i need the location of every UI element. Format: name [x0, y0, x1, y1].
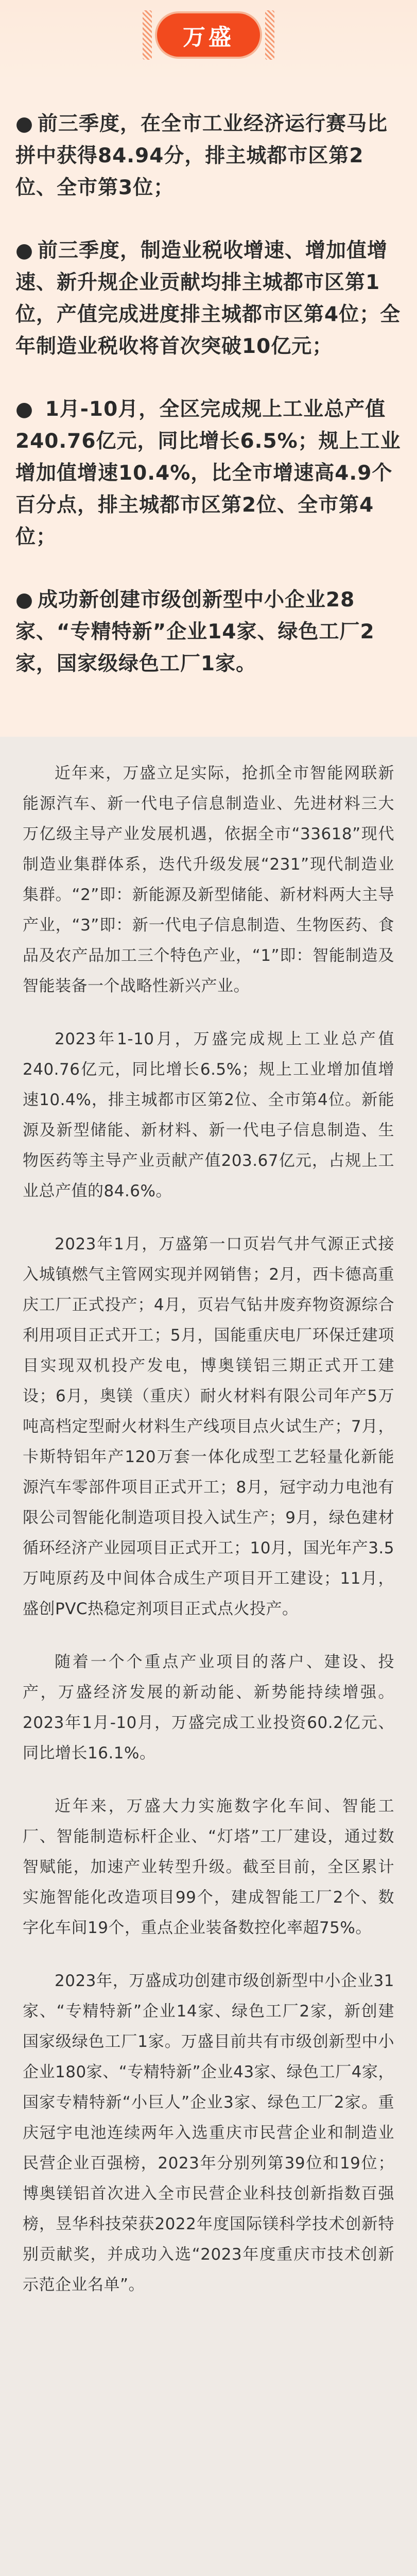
highlight-item	[15, 235, 402, 363]
title-badge	[157, 13, 260, 57]
highlight-box	[0, 77, 417, 737]
body-paragraph: 2023年1月，万盛第一口页岩气井气源正式接入城镇燃气主管网实现并网销售；2月，西卡德高重庆工厂正式投产；4月，页岩气钻井废弃物资源综合利用项目正式开工；5月，国能重庆电厂环保迁建项目实现双机投产发电，博奥镁铝三期正式开工建设；6月，奥镁（重庆）耐火材料有限公司年产5万吨高档定型耐火材料生产线项目点火试生产；7月，卡斯特铝年产120万套一体化成型工艺轻量化新能源汽车零部件项目正式开工；8月，冠宇动力电池有限公司智能化制造项目投入试生产；9月，绿色建材循环经济产业园项目正式开工；10月，国光年产3.5万吨原药及中间体合成生产项目开工建设；11月，盛创PVC热稳定剂项目正式点火投产。	[23, 1235, 394, 1618]
page-title: 万盛	[183, 24, 234, 50]
body-paragraph: 2023年，万盛成功创建市级创新型中小企业31家、“专精特新”企业14家、绿色工厂2家，新创建国家级绿色工厂1家。万盛目前共有市级创新型中小企业180家、“专精特新”企业43家、绿色工厂4家，国家专精特新“小巨人”企业3家、绿色工厂2家。重庆冠宇电池连续两年入选重庆市民营企业和制造业民营企业百强榜，2023年分别列第39位和19位；博奥镁铝首次进入全市民营企业科技创新指数百强榜，昱华科技荣获2022年度国际镁科学技术创新特别贡献奖，并成功入选“2023年度重庆市技术创新示范企业名单”。	[23, 1972, 394, 2294]
highlight-text: 成功新创建市级创新型中小企业28家、“专精特新”企业14家、绿色工厂2家，国家级绿色工厂1家。	[15, 588, 375, 675]
bullet-dot-icon: ●	[15, 588, 34, 612]
body-paragraph: 2023年1-10月，万盛完成规上工业总产值240.76亿元，同比增长6.5%；规上工业增加值增速10.4%，排主城都市区第2位、全市第4位。新能源及新型储能、新材料、新一代电子信息制造、生物医药等主导产业贡献产值203.67亿元，占规上工业总产值的84.6%。	[23, 1030, 394, 1200]
bullet-dot-icon: ●	[15, 239, 34, 262]
body-paragraph: 近年来，万盛立足实际，抢抓全市智能网联新能源汽车、新一代电子信息制造业、先进材料三大万亿级主导产业发展机遇，依据全市“33618”现代制造业集群体系，迭代升级发展“231”现代制造业集群。“2”即：新能源及新型储能、新材料两大主导产业，“3”即：新一代电子信息制造、生物医药、食品及农产品加工三个特色产业，“1”即：智能制造及智能装备一个战略性新兴产业。	[23, 764, 394, 995]
title-wrap	[0, 9, 417, 61]
body-paragraph: 近年来，万盛大力实施数字化车间、智能工厂、智能制造标杆企业、“灯塔”工厂建设，通过数智赋能，加速产业转型升级。截至目前，全区累计实施智能化改造项目99个，建成智能工厂2个、数字化车间19个，重点企业装备数控化率超75%。	[23, 1797, 394, 1937]
highlight-item	[15, 394, 402, 553]
header-banner	[0, 0, 417, 77]
highlight-text: 前三季度，在全市工业经济运行赛马比拼中获得84.94分，排主城都市区第2位、全市第3位；	[15, 112, 388, 199]
highlight-item	[15, 584, 402, 680]
highlight-text: 前三季度，制造业税收增速、增加值增速、新升规企业贡献均排主城都市区第1位，产值完成进度排主城都市区第4位；全年制造业税收将首次突破10亿元；	[15, 239, 401, 358]
body-paragraph: 随着一个个重点产业项目的落户、建设、投产，万盛经济发展的新动能、新势能持续增强。2023年1月-10月，万盛完成工业投资60.2亿元、同比增长16.1%。	[23, 1653, 394, 1762]
article-body	[0, 737, 417, 2576]
bullet-dot-icon: ●	[15, 398, 34, 421]
bullet-dot-icon: ●	[15, 112, 34, 135]
highlight-text: 1月-10月，全区完成规上工业总产值240.76亿元，同比增长6.5%；规上工业增加值增速10.4%，比全市增速高4.9个百分点，排主城都市区第2位、全市第4位；	[15, 398, 401, 549]
highlight-item	[15, 108, 402, 204]
